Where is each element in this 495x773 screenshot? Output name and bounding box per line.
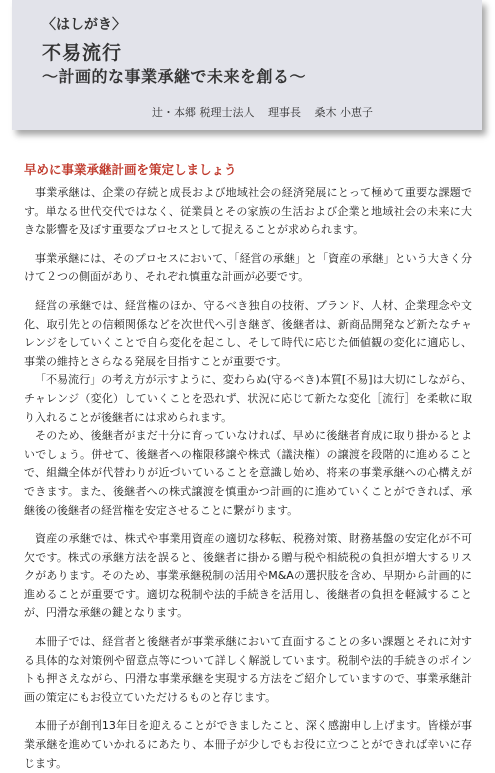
paragraph: 経営の承継では、経営権のほか、守るべき独自の技術、ブランド、人材、企業理念や文化、取引先との信頼関係などを次世代へ引き継ぎ、後継者は、新商品開発など新たなチャレンジをしていくことで自ら変化を起こし、そして時代に応じた価値観の変化に適応し、事業の維持とさらなる発展を目指すことが重要です。 <box>24 298 472 368</box>
page-title: 不易流行 <box>42 42 123 64</box>
paragraph: そのため、後継者がまだ十分に育っていなければ、早めに後継者育成に取り掛かるとよいでしょう。併せて、後継者への権限移譲や株式（議決権）の譲渡を段階的に進めることで、組織全体が代替わりが近づいていることを意識し始め、将来の事業承継への心構えができます。また、後継者への株式譲渡を慎重かつ計画的に進めていくことができれば、承継後の後継者の経営権を安定させることに繋がります。 <box>24 429 472 517</box>
header-banner <box>12 0 482 130</box>
body-text <box>24 184 472 773</box>
page-subtitle: ～計画的な事業承継で未来を創る～ <box>42 67 307 86</box>
paragraph: 事業承継は、企業の存続と成長および地域社会の経済発展にとって極めて重要な課題です。単なる世代交代ではなく、従業員とその家族の生活および企業と地域社会の未来に大きな影響を及ぼす重要なプロセスとして捉えることが求められます。 <box>24 186 472 237</box>
paragraph: 事業承継には、そのプロセスにおいて、「経営の承継」と「資産の承継」という大きく分けて２つの側面があり、それぞれ慎重な計画が必要です。 <box>24 251 472 284</box>
paragraph: 本冊子が創刊13年目を迎えることができましたこと、深く感謝申し上げます。皆様が事業承継を進めていかれるにあたり、本冊子が少しでもお役に立つことができれば幸いに存じます。 <box>24 719 472 770</box>
author-role: 理事長 <box>268 106 301 119</box>
preface-label: 〈はしがき〉 <box>42 17 126 33</box>
author-name: 桑木 小恵子 <box>314 106 373 119</box>
author-org: 辻・本郷 税理士法人 <box>152 106 255 119</box>
section-heading: 早めに事業承継計画を策定しましょう <box>24 162 237 177</box>
paragraph: 「不易流行」の考え方が示すように、変わらぬ(守るべき)本質[不易]は大切にしながら、チャレンジ（変化）していくことを恐れず、状況に応じて新たな変化［流行］を柔軟に取り入れることが後継者には求められます。 <box>24 373 472 424</box>
paragraph: 資産の承継では、株式や事業用資産の適切な移転、税務対策、財務基盤の安定化が不可欠です。株式の承継方法を誤ると、後継者に掛かる贈与税や相続税の負担が増大するリスクがあります。そのため、事業承継税制の活用やM&Aの選択肢を含め、早期から計画的に進めることが重要です。適切な税制や法的手続きを活用し、後継者の負担を軽減することが、円滑な承継の鍵となります。 <box>24 532 472 620</box>
author-line <box>152 104 383 120</box>
paragraph: 本冊子では、経営者と後継者が事業承継において直面することの多い課題とそれに対する具体的な対策例や留意点等について詳しく解説しています。税制や法的手続きのポイントも押さえながら、円滑な事業承継を実現する方法をご紹介していますので、事業承継計画の策定にもお役立ていただけるものと存じます。 <box>24 635 472 704</box>
